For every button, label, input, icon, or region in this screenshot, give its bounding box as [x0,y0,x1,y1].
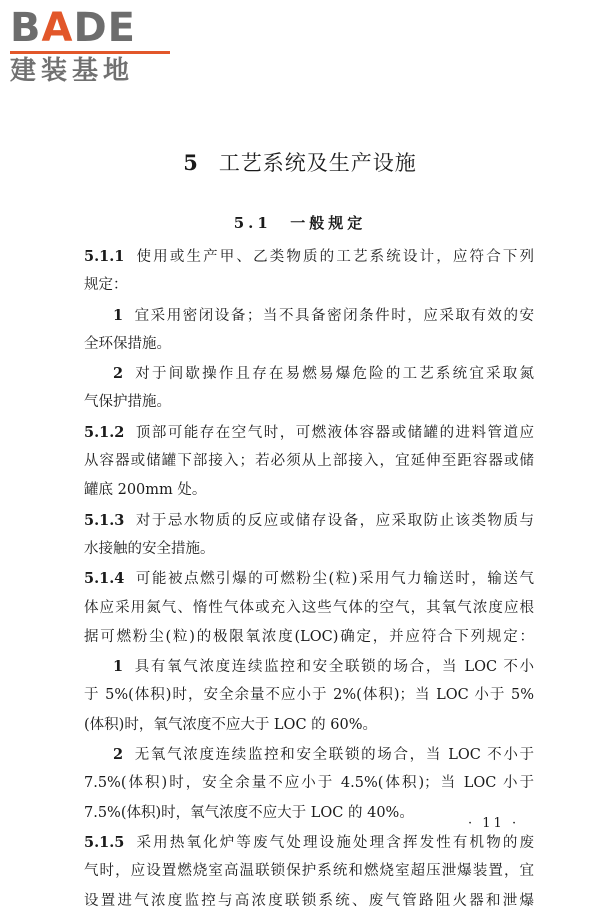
clause-number: 5.1.2 [84,423,125,441]
body-text [84,242,534,916]
line-text: 罐底 200mm 处。 [84,482,207,499]
line-text: 设置进气浓度监控与高浓度联锁系统、废气管路阻火器和泄爆 [84,892,534,909]
line-text: 可能被点燃引爆的可燃粉尘(粒)采用气力输送时，输送气 [134,571,534,588]
text-line [84,594,534,623]
page-number: · 11 · [468,816,520,831]
text-line [84,564,534,593]
text-line [84,652,534,681]
clause-number: 5.1.1 [84,248,125,265]
text-line [84,388,534,417]
logo-wordmark: BADE [10,5,136,51]
line-text: 使用或生产甲、乙类物质的工艺系统设计，应符合下列 [134,249,534,265]
line-text: 采用热氧化炉等废气处理设施处理含挥发性有机物的废 [134,834,534,851]
text-line [84,887,534,916]
line-text: 全环保措施。 [84,335,171,352]
text-line [84,418,534,447]
line-text: 从容器或储罐下部接入；若必须从上部接入，宜延伸至距容器或储 [84,453,534,470]
line-text: 具有氧气浓度连续监控和安全联锁的场合，当 LOC 不小 [133,659,534,676]
section-title [0,212,600,233]
line-text: 顶部可能存在空气时，可燃液体容器或储罐的进料管道应 [134,424,534,441]
item-number: 1 [113,306,124,324]
text-line [84,535,534,564]
text-line [84,447,534,476]
clause-number: 5.1.3 [84,511,125,529]
line-text: 据可燃粉尘(粒)的极限氧浓度(LOC)确定，并应符合下列规定： [84,628,534,645]
line-text: (体积)时，氧气浓度不应大于 LOC 的 60%。 [84,716,377,733]
line-text: 对于间歇操作且存在易燃易爆危险的工艺系统宜采取氮 [133,366,534,383]
text-line [84,799,534,828]
text-line [84,301,534,330]
line-text: 气时，应设置燃烧室高温联锁保护系统和燃烧室超压泄爆装置，宜 [84,863,534,880]
line-text: 气保护措施。 [84,394,171,411]
text-line [84,711,534,740]
section-title-text: 一般规定 [290,214,367,232]
text-line [84,271,534,300]
text-line [84,740,534,769]
line-text: 对于忌水物质的反应或储存设备，应采取防止该类物质与 [134,512,534,529]
text-line [84,242,534,271]
text-line [84,623,534,652]
line-text: 规定： [84,277,128,294]
text-line [84,476,534,505]
text-line [84,828,534,857]
text-line [84,330,534,359]
line-text: 7.5%(体积)时，安全余量不应小于 4.5%(体积)；当 LOC 小于 [84,775,534,792]
section-number: 5.1 [233,214,272,232]
text-line [84,857,534,886]
item-number: 1 [113,658,124,676]
chapter-title [0,147,600,177]
chapter-number: 5 [183,150,199,175]
line-text: 体应采用氮气、惰性气体或充入这些气体的空气，其氧气浓度应根 [84,599,534,616]
clause-number: 5.1.4 [84,570,125,588]
line-text: 水接触的安全措施。 [84,540,215,557]
item-number: 2 [113,746,124,764]
text-line [84,681,534,710]
logo [10,6,180,88]
item-number: 2 [113,365,124,383]
line-text: 于 5%(体积)时，安全余量不应小于 2%(体积)；当 LOC 小于 5% [84,687,534,704]
line-text: 宜采用密闭设备；当不具备密闭条件时，应采取有效的安 [133,307,534,324]
text-line [84,506,534,535]
line-text: 7.5%(体积)时，氧气浓度不应大于 LOC 的 40%。 [84,804,414,821]
chapter-title-text: 工艺系统及生产设施 [218,151,417,175]
text-line [84,359,534,388]
text-line [84,769,534,798]
line-text: 无氧气浓度连续监控和安全联锁的场合，当 LOC 不小于 [133,747,534,764]
clause-number: 5.1.5 [84,833,125,851]
logo-subtitle: 建装基地 [10,56,135,86]
